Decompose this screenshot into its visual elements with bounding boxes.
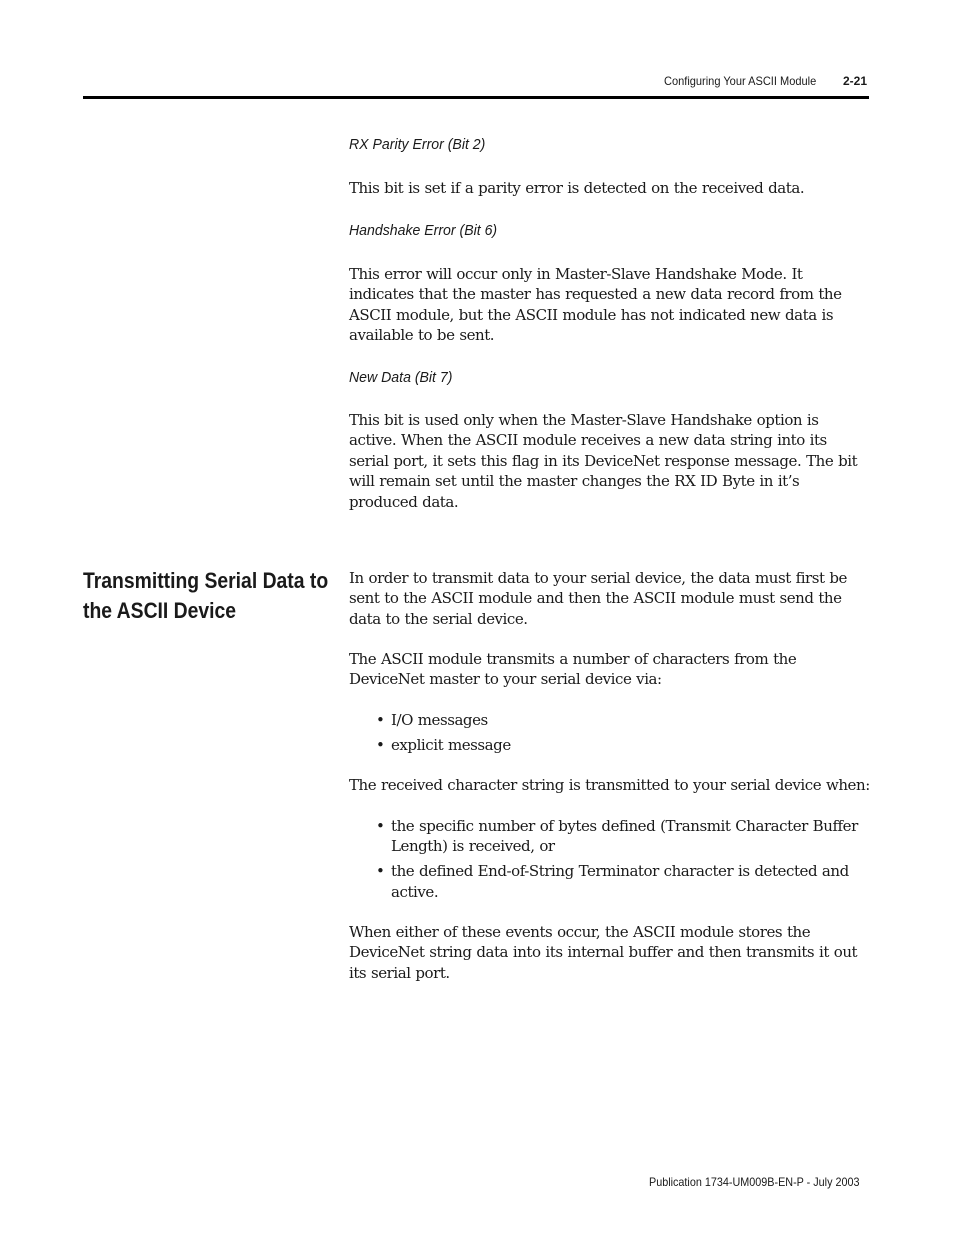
new-data-paragraph: [349, 410, 869, 512]
page-number: 2-21: [843, 74, 868, 88]
message-type-list: [376, 710, 871, 760]
paragraph-line: In order to transmit data to your serial device, the data must first be: [349, 569, 847, 587]
bullet-marker: •: [376, 711, 385, 729]
paragraph-line: When either of these events occur, the ASCII module stores the: [349, 923, 811, 941]
list-item: [376, 816, 871, 857]
paragraph-line: This bit is used only when the Master-Slave Handshake option is: [349, 411, 819, 429]
paragraph-line: data to the serial device.: [349, 609, 528, 628]
list-item: [376, 861, 871, 902]
list-item-text: Length) is received, or: [391, 837, 555, 856]
handshake-error-subheading: Handshake Error (Bit 6): [349, 222, 498, 239]
section-heading: [83, 566, 329, 626]
bullet-marker: •: [376, 736, 385, 754]
handshake-error-paragraph: [349, 264, 869, 346]
bullet-marker: •: [376, 817, 385, 835]
publication-footer: Publication 1734-UM009B-EN-P - July 2003: [649, 1175, 860, 1189]
paragraph-line: The ASCII module transmits a number of characters from the: [349, 650, 797, 668]
list-item-text: I/O messages: [391, 711, 488, 729]
closing-paragraph: [349, 922, 869, 983]
paragraph-line: DeviceNet master to your serial device via:: [349, 670, 662, 689]
paragraph-line: The received character string is transmitted to your serial device when:: [349, 776, 870, 794]
rx-parity-error-subheading: RX Parity Error (Bit 2): [349, 136, 486, 153]
paragraph-line: ASCII module, but the ASCII module has not indicated new data is: [349, 305, 834, 324]
paragraph-line: available to be sent.: [349, 326, 495, 345]
running-header-title: Configuring Your ASCII Module: [664, 74, 817, 88]
paragraph-line: indicates that the master has requested a new data record from the: [349, 285, 842, 304]
list-item-text: active.: [391, 882, 439, 901]
section-heading-line: Transmitting Serial Data to: [83, 568, 329, 593]
paragraph-line: This bit is set if a parity error is detected on the received data.: [349, 179, 805, 197]
list-item-text: the specific number of bytes defined (Transmit Character Buffer: [391, 817, 858, 835]
paragraph-line: active. When the ASCII module receives a new data string into its: [349, 431, 827, 450]
transmit-condition-list: [376, 816, 871, 907]
paragraph-line: its serial port.: [349, 963, 450, 982]
list-item-text: the defined End-of-String Terminator character is detected and: [391, 862, 849, 881]
header-rule: [83, 96, 869, 99]
list-item: [376, 710, 871, 730]
paragraph-line: will remain set until the master changes the RX ID Byte in it’s: [349, 472, 800, 491]
bullet-marker: •: [376, 862, 385, 881]
list-item-text: explicit message: [391, 736, 511, 754]
paragraph-line: This error will occur only in Master-Slave Handshake Mode. It: [349, 265, 803, 283]
paragraph-line: sent to the ASCII module and then the ASCII module must send the: [349, 589, 842, 608]
intro-paragraph: [349, 568, 869, 629]
paragraph-line: DeviceNet string data into its internal buffer and then transmits it out: [349, 943, 858, 962]
paragraph-line: produced data.: [349, 492, 459, 511]
rx-parity-error-paragraph: [349, 178, 869, 198]
transmits-via-paragraph: [349, 649, 869, 690]
transmit-condition-intro: [349, 775, 869, 795]
section-heading-line: the ASCII Device: [83, 598, 237, 623]
new-data-subheading: New Data (Bit 7): [349, 369, 453, 386]
list-item: [376, 735, 871, 755]
paragraph-line: serial port, it sets this flag in its DeviceNet response message. The bit: [349, 451, 858, 470]
